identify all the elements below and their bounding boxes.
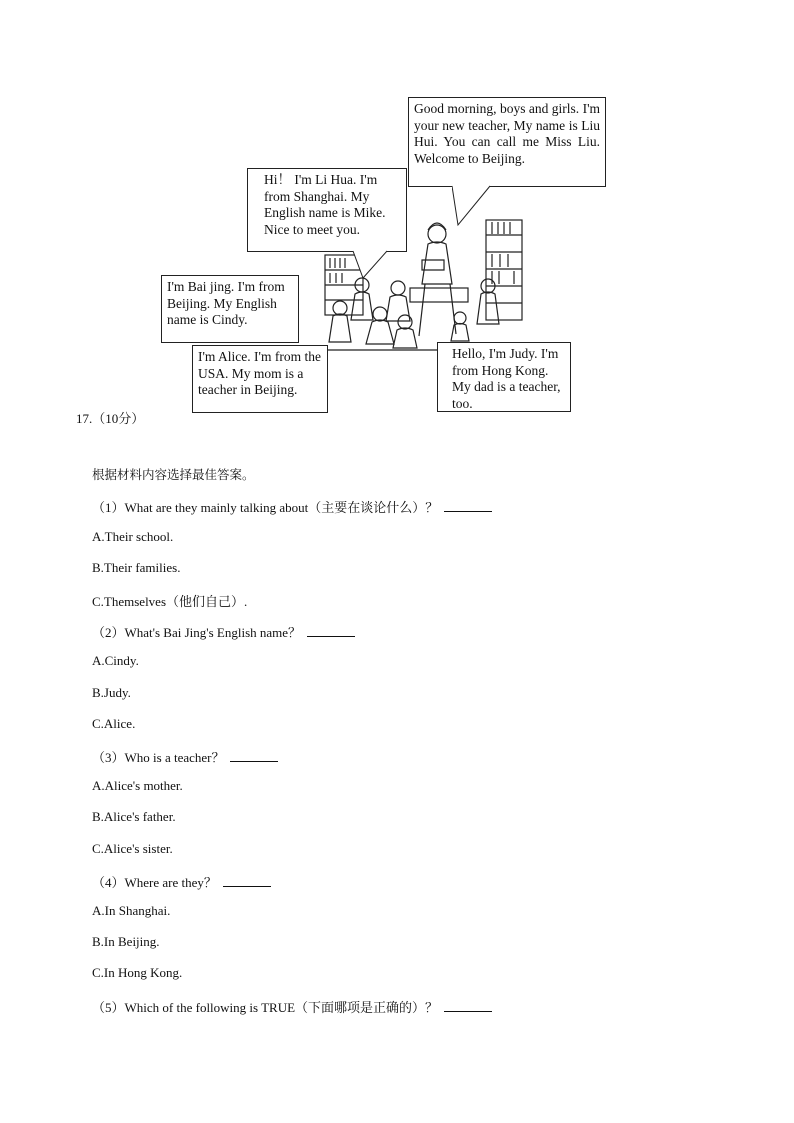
q2-option-b[interactable]: B.Judy. (92, 685, 131, 700)
q5-answer-blank[interactable] (444, 999, 492, 1012)
q3-answer-blank[interactable] (230, 749, 278, 762)
teacher-bubble-pointer (452, 185, 502, 227)
q1-stem: （1）What are they mainly talking about（主要在谈论什么）？ (92, 497, 492, 516)
teacher-speech-text: Good morning, boys and girls. I'm your new teacher, My name is Liu Hui. You can call me Miss Liu. Welcome to Beijing. (414, 101, 600, 166)
judy-speech-bubble (437, 342, 571, 412)
q4-answer-blank[interactable] (223, 874, 271, 887)
question-instruction: 根据材料内容选择最佳答案。 (92, 467, 255, 482)
q1-answer-blank[interactable] (444, 499, 492, 512)
q4-stem: （4）Where are they？ (92, 872, 271, 891)
q3-stem: （3）Who is a teacher？ (92, 747, 278, 766)
q1-option-a[interactable]: A.Their school. (92, 529, 174, 544)
teacher-speech-bubble (408, 97, 606, 187)
baijing-speech-bubble (161, 275, 299, 343)
q2-option-c[interactable]: C.Alice. (92, 716, 136, 731)
q4-option-a[interactable]: A.In Shanghai. (92, 903, 171, 918)
q3-option-a[interactable]: A.Alice's mother. (92, 778, 183, 793)
lihua-speech-text: Hi！ I'm Li Hua. I'm from Shanghai. My English name is Mike. Nice to meet you. (264, 172, 386, 237)
q3-option-b[interactable]: B.Alice's father. (92, 809, 176, 824)
lihua-speech-bubble (247, 168, 407, 252)
baijing-speech-text: I'm Bai jing. I'm from Beijing. My English name is Cindy. (167, 279, 285, 327)
alice-speech-text: I'm Alice. I'm from the USA. My mom is a teacher in Beijing. (198, 349, 321, 397)
judy-speech-text: Hello, I'm Judy. I'm from Hong Kong. My dad is a teacher, too. (452, 346, 561, 411)
q2-stem: （2）What's Bai Jing's English name？ (92, 622, 355, 641)
q2-answer-blank[interactable] (307, 624, 355, 637)
q2-option-a[interactable]: A.Cindy. (92, 653, 139, 668)
q3-option-c[interactable]: C.Alice's sister. (92, 841, 173, 856)
lihua-bubble-pointer (345, 250, 395, 280)
q4-option-c[interactable]: C.In Hong Kong. (92, 965, 183, 980)
q1-option-b[interactable]: B.Their families. (92, 560, 181, 575)
q1-option-c[interactable]: C.Themselves（他们自己）. (92, 594, 248, 609)
alice-speech-bubble (192, 345, 328, 413)
q4-option-b[interactable]: B.In Beijing. (92, 934, 160, 949)
q5-stem: （5）Which of the following is TRUE（下面哪项是正确的）？ (92, 997, 492, 1016)
question-number: 17.（10分） (76, 411, 145, 426)
